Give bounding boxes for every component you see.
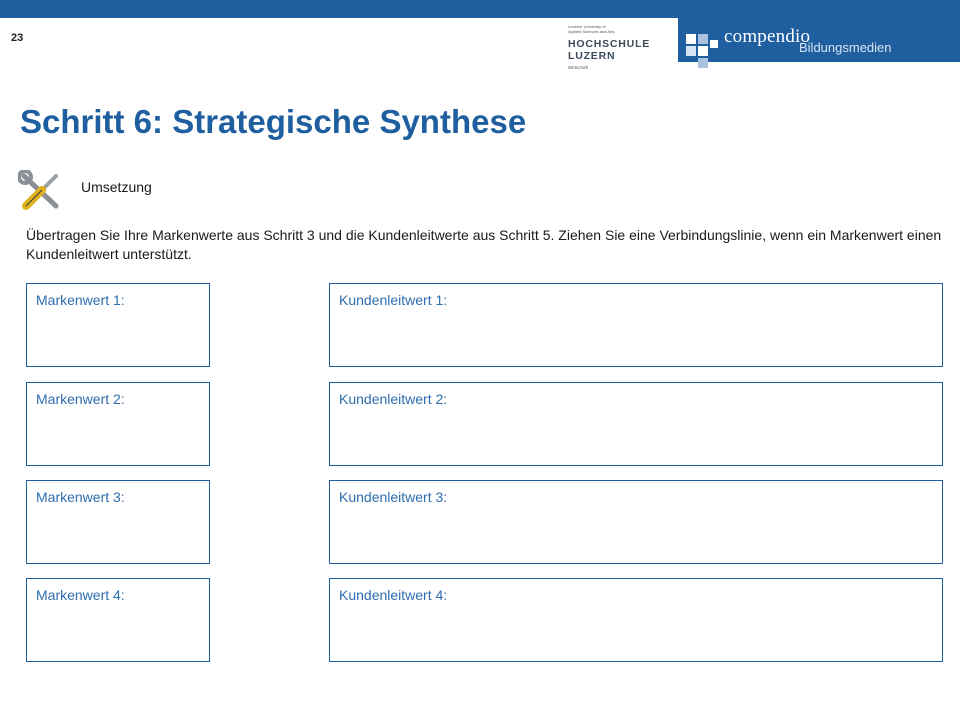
compendio-logo-mark [686, 34, 720, 68]
markenwert-label-1: Markenwert 1: [36, 292, 125, 308]
markenwert-box-1[interactable] [26, 283, 210, 367]
page-number: 23 [11, 32, 24, 44]
kundenleitwert-box-3[interactable] [329, 480, 943, 564]
kundenleitwert-label-1: Kundenleitwert 1: [339, 292, 448, 308]
kundenleitwert-label-4: Kundenleitwert 4: [339, 587, 448, 603]
markenwert-label-3: Markenwert 3: [36, 489, 125, 505]
compendio-subtitle: Bildungsmedien [799, 40, 892, 55]
hslu-tagline-2: Applied Sciences and Arts [568, 29, 615, 34]
instructions-text: Übertragen Sie Ihre Markenwerte aus Schritt 3 und die Kundenleitwerte aus Schritt 5. Ziehen Sie eine Verbindungslinie, wenn ein Markenwert einen Kundenleitwert unterstützt. [26, 227, 942, 262]
hslu-department: Wirtschaft [568, 65, 589, 70]
markenwert-box-4[interactable] [26, 578, 210, 662]
kundenleitwert-box-4[interactable] [329, 578, 943, 662]
hslu-name-2: LUZERN [568, 50, 616, 62]
page-title: Schritt 6: Strategische Synthese [20, 103, 527, 140]
kundenleitwert-box-1[interactable] [329, 283, 943, 367]
kundenleitwert-label-2: Kundenleitwert 2: [339, 391, 448, 407]
hslu-tagline-1: Lucerne University of [568, 24, 606, 29]
tools-icon [18, 170, 64, 212]
top-bar [0, 0, 960, 18]
kundenleitwert-label-3: Kundenleitwert 3: [339, 489, 448, 505]
hslu-logo [568, 24, 668, 70]
markenwert-label-2: Markenwert 2: [36, 391, 125, 407]
compendio-wordmark: compendio [724, 26, 811, 47]
markenwert-box-2[interactable] [26, 382, 210, 466]
kundenleitwert-box-2[interactable] [329, 382, 943, 466]
markenwert-label-4: Markenwert 4: [36, 587, 125, 603]
section-label: Umsetzung [81, 179, 152, 195]
hslu-name-1: HOCHSCHULE [568, 38, 651, 50]
markenwert-box-3[interactable] [26, 480, 210, 564]
